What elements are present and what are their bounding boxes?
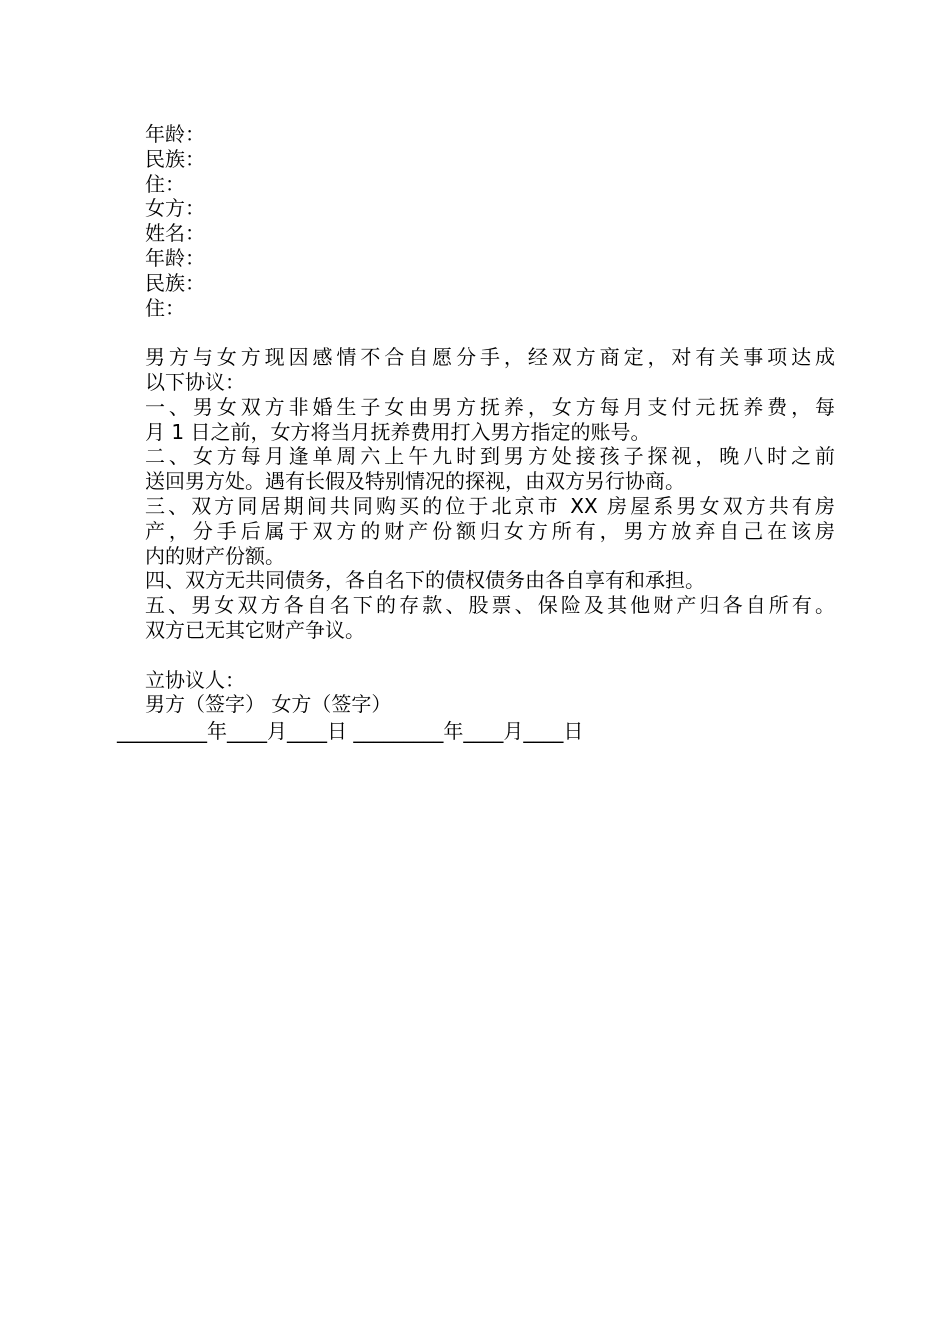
field-female-party: 女方： bbox=[145, 196, 205, 221]
clauses bbox=[145, 395, 835, 643]
clause-line: 产，分手后属于双方的财产份额归女方所有，男方放弃自己在该房 bbox=[145, 518, 835, 543]
field-name-female: 姓名： bbox=[145, 221, 205, 246]
clause-line: 月 1 日之前，女方将当月抚养费用打入男方指定的账号。 bbox=[145, 419, 651, 444]
signature-signers: 男方（签字） 女方（签字） bbox=[145, 692, 392, 717]
clause-line: 双方已无其它财产争议。 bbox=[145, 617, 365, 642]
clause-line: 五、男女双方各自名下的存款、股票、保险及其他财产归各自所有。 bbox=[145, 593, 835, 618]
field-ethnicity-male: 民族： bbox=[145, 146, 205, 171]
clause-line: 二、女方每月逢单周六上午九时到男方处接孩子探视，晚八时之前 bbox=[145, 444, 835, 469]
party-fields bbox=[145, 122, 835, 320]
field-ethnicity-female: 民族： bbox=[145, 270, 205, 295]
field-address-female: 住： bbox=[145, 295, 185, 320]
clause-line: 内的财产份额。 bbox=[145, 543, 285, 568]
field-age-male: 年龄： bbox=[145, 122, 205, 146]
document-page bbox=[145, 122, 835, 717]
clause-line: 三、双方同居期间共同购买的位于北京市 XX 房屋系男女双方共有房 bbox=[145, 493, 835, 518]
preamble-line: 以下协议： bbox=[145, 369, 245, 394]
spacer bbox=[145, 320, 835, 345]
preamble-line: 男方与女方现因感情不合自愿分手，经双方商定，对有关事项达成 bbox=[145, 345, 835, 370]
preamble bbox=[145, 345, 835, 395]
clause-line: 一、男女双方非婚生子女由男方抚养，女方每月支付元抚养费，每 bbox=[145, 394, 835, 419]
signature-block bbox=[145, 668, 835, 718]
signature-date-line: _________年____月____日 _________年____月____日 bbox=[117, 719, 584, 743]
field-age-female: 年龄： bbox=[145, 245, 205, 270]
spacer bbox=[145, 643, 835, 668]
field-address-male: 住： bbox=[145, 171, 185, 196]
clause-line: 送回男方处。遇有长假及特别情况的探视，由双方另行协商。 bbox=[145, 469, 685, 494]
signature-heading: 立协议人： bbox=[145, 667, 245, 692]
clause-line: 四、双方无共同债务，各自名下的债权债务由各自享有和承担。 bbox=[145, 568, 705, 593]
